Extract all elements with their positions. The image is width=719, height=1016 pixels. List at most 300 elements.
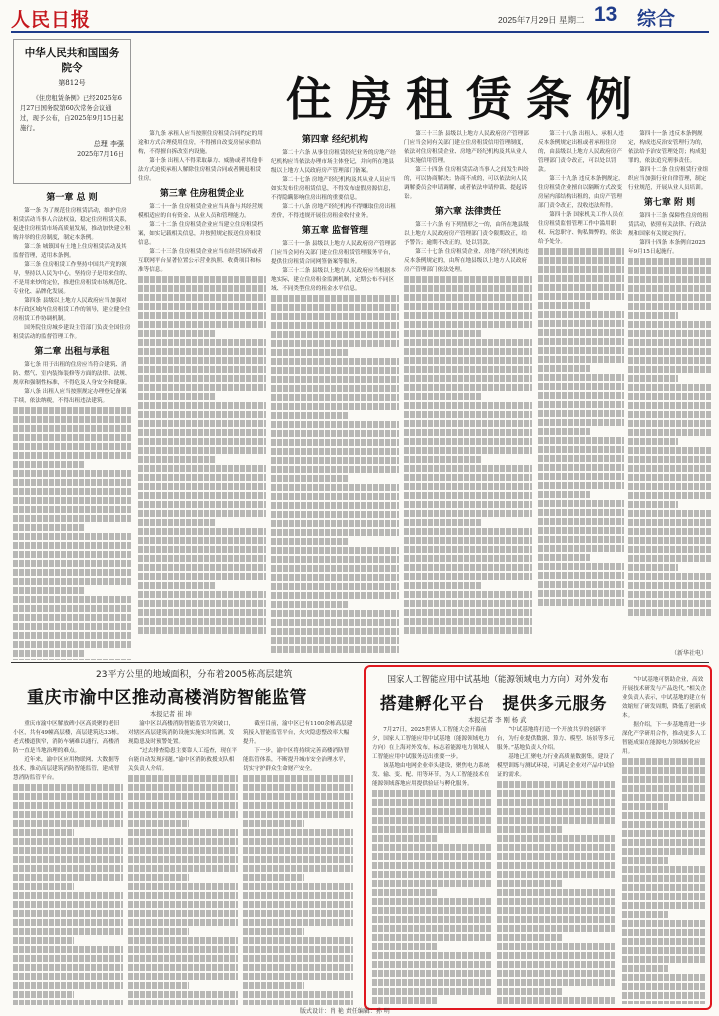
text-line-filler bbox=[138, 276, 266, 283]
text-line-filler bbox=[628, 276, 711, 283]
section-divider bbox=[11, 662, 709, 663]
text-line-filler bbox=[128, 1000, 238, 1005]
article-paragraph: 基地已汇聚电力行业高质量数据集，建设了模型训练与测试环境，可满足企业对产品中试验证的需求。 bbox=[497, 754, 615, 778]
text-line-filler bbox=[372, 808, 492, 815]
text-line-filler bbox=[404, 375, 532, 382]
article-paragraph: 第四十条 国家机关工作人员在住房租赁监督管理工作中滥用职权、玩忽职守、徇私舞弊的，依法给予处分。 bbox=[538, 212, 624, 245]
text-line-filler bbox=[538, 311, 624, 318]
text-line-filler bbox=[13, 856, 123, 863]
text-line-filler bbox=[13, 443, 131, 450]
text-line-filler bbox=[622, 938, 706, 945]
text-line-filler bbox=[622, 992, 706, 999]
text-line-filler bbox=[497, 871, 615, 878]
text-line-filler bbox=[138, 303, 266, 310]
text-line-filler bbox=[404, 357, 532, 364]
text-line-filler bbox=[622, 902, 706, 909]
right-article-column-2 bbox=[497, 726, 615, 1004]
text-line-filler bbox=[13, 784, 123, 791]
text-line-filler bbox=[271, 340, 399, 347]
article-paragraph: 第四十四条 本条例自2025年9月15日起施行。 bbox=[628, 240, 706, 255]
text-line-filler bbox=[404, 294, 532, 301]
article-paragraph: 第四十二条 住房租赁行业组织应当加强行业自律管理，制定行业规范，开展从业人员培训。 bbox=[628, 167, 709, 191]
decree-date: 2025年7月16日 bbox=[77, 151, 124, 158]
text-line-filler bbox=[538, 545, 624, 552]
section-name: 综合 bbox=[637, 8, 676, 30]
text-line-filler bbox=[538, 455, 624, 462]
text-line-filler bbox=[622, 794, 706, 801]
text-line-filler bbox=[13, 964, 123, 971]
text-line-filler bbox=[538, 347, 624, 354]
text-line-filler bbox=[128, 802, 238, 809]
text-line-filler bbox=[138, 510, 266, 517]
text-line-filler bbox=[628, 321, 711, 328]
text-line-filler bbox=[13, 479, 131, 486]
text-line-filler bbox=[271, 601, 348, 608]
text-line-filler bbox=[138, 609, 266, 616]
text-line-filler bbox=[372, 790, 492, 797]
text-line-filler bbox=[622, 920, 706, 927]
text-line-filler bbox=[622, 884, 706, 891]
article-paragraph: 渝中区以高楼消防智能监管为突破口，对辖区高层建筑消防设施实施实时监测，发现隐患及时预警处置。 bbox=[128, 721, 235, 745]
text-line-filler bbox=[538, 563, 624, 570]
text-line-filler bbox=[138, 411, 266, 418]
text-line-filler bbox=[538, 509, 624, 516]
text-line-filler bbox=[138, 357, 266, 364]
text-line-filler bbox=[271, 322, 399, 329]
text-line-filler bbox=[128, 874, 189, 881]
text-line-filler bbox=[372, 934, 492, 941]
text-line-filler bbox=[404, 474, 532, 481]
text-line-filler bbox=[497, 898, 615, 905]
article-paragraph: 近年来，渝中区应用物联网、大数据等技术，推动高层建筑消防智能监管，建成智慧消防监管平台。 bbox=[13, 757, 120, 781]
text-line-filler bbox=[13, 524, 84, 531]
text-line-filler bbox=[243, 838, 353, 845]
text-line-filler bbox=[128, 991, 238, 998]
text-line-filler bbox=[628, 519, 711, 526]
text-line-filler bbox=[538, 302, 590, 309]
text-line-filler bbox=[138, 447, 266, 454]
text-line-filler bbox=[404, 384, 532, 391]
chapter-heading: 第四章 经纪机构 bbox=[301, 135, 369, 145]
text-line-filler bbox=[497, 934, 562, 941]
text-line-filler bbox=[271, 439, 399, 446]
text-line-filler bbox=[497, 988, 562, 995]
text-line-filler bbox=[243, 937, 353, 944]
article-paragraph: 据介绍，下一步基地将进一步深化产学研用合作，推动更多人工智能成果在能源电力领域转化应用。 bbox=[622, 722, 706, 755]
text-line-filler bbox=[628, 312, 678, 319]
text-line-filler bbox=[628, 528, 711, 535]
article-paragraph: 第四十一条 违反本条例规定，构成违反治安管理行为的，依法给予治安管理处罚；构成犯罪的，依法追究刑事责任。 bbox=[628, 131, 707, 164]
text-line-filler bbox=[138, 312, 266, 319]
right-article-byline: 本报记者 李 刚 杨 武 bbox=[468, 717, 527, 724]
article-paragraph: 第二十八条 房地产经纪机构不得赚取住房出租差价，不得违规开展住房租金收付业务。 bbox=[271, 204, 396, 219]
text-line-filler bbox=[628, 573, 711, 580]
text-line-filler bbox=[622, 803, 668, 810]
text-line-filler bbox=[128, 856, 238, 863]
text-line-filler bbox=[497, 979, 615, 986]
text-line-filler bbox=[538, 356, 624, 363]
text-line-filler bbox=[271, 529, 399, 536]
text-line-filler bbox=[497, 835, 615, 842]
text-line-filler bbox=[128, 982, 189, 989]
text-line-filler bbox=[404, 564, 532, 571]
text-line-filler bbox=[243, 802, 353, 809]
header-divider bbox=[11, 31, 709, 33]
text-line-filler bbox=[243, 793, 353, 800]
text-line-filler bbox=[13, 829, 74, 836]
text-line-filler bbox=[622, 974, 706, 981]
text-line-filler bbox=[13, 560, 131, 567]
text-line-filler bbox=[497, 925, 615, 932]
text-line-filler bbox=[622, 866, 706, 873]
text-line-filler bbox=[628, 501, 678, 508]
article-paragraph: 该基地由电网企业牵头建设，聚焦电力系统发、输、变、配、用等环节，为人工智能技术在能源领域落地应用提供验证与孵化服务。 bbox=[372, 763, 490, 787]
text-line-filler bbox=[538, 482, 624, 489]
text-line-filler bbox=[13, 551, 131, 558]
text-line-filler bbox=[271, 412, 348, 419]
text-line-filler bbox=[622, 821, 706, 828]
text-line-filler bbox=[622, 965, 668, 972]
text-line-filler bbox=[271, 502, 399, 509]
text-line-filler bbox=[13, 847, 123, 854]
text-line-filler bbox=[138, 528, 266, 535]
text-line-filler bbox=[13, 632, 131, 639]
text-line-filler bbox=[13, 542, 131, 549]
text-line-filler bbox=[13, 659, 131, 660]
text-line-filler bbox=[243, 892, 353, 899]
text-line-filler bbox=[372, 952, 492, 959]
text-line-filler bbox=[271, 592, 399, 599]
text-line-filler bbox=[128, 775, 238, 782]
article-paragraph: 第二条 城镇国有土地上住房租赁活动及其监督管理，适用本条例。 bbox=[13, 244, 127, 259]
text-line-filler bbox=[13, 596, 131, 603]
left-article-title: 重庆市渝中区推动高楼消防智能监管 bbox=[27, 688, 307, 708]
text-line-filler bbox=[404, 312, 532, 319]
text-line-filler bbox=[628, 591, 711, 598]
text-line-filler bbox=[538, 266, 624, 273]
text-line-filler bbox=[497, 961, 615, 968]
text-line-filler bbox=[538, 284, 624, 291]
text-line-filler bbox=[138, 474, 266, 481]
text-line-filler bbox=[271, 358, 399, 365]
text-line-filler bbox=[271, 430, 399, 437]
text-line-filler bbox=[372, 826, 492, 833]
text-line-filler bbox=[404, 537, 532, 544]
text-line-filler bbox=[138, 330, 215, 337]
text-line-filler bbox=[271, 556, 399, 563]
text-line-filler bbox=[13, 865, 123, 872]
text-line-filler bbox=[628, 609, 711, 616]
text-line-filler bbox=[271, 565, 399, 572]
text-line-filler bbox=[271, 637, 399, 644]
text-line-filler bbox=[128, 973, 238, 980]
text-line-filler bbox=[404, 348, 532, 355]
text-line-filler bbox=[404, 591, 532, 598]
text-line-filler bbox=[271, 313, 399, 320]
text-line-filler bbox=[13, 802, 123, 809]
article-paragraph: 第三十八条 出租人、承租人违反本条例规定出租或者承租住房的，由县级以上地方人民政府房产管理部门责令改正，可以处以罚款。 bbox=[538, 131, 624, 173]
article-paragraph: “中试基地可帮助企业，高效开展技术研发与产品迭代。”相关企业负责人表示，中试基地的建立有效缩短了研发周期，降低了创新成本。 bbox=[622, 677, 706, 719]
state-council-decree bbox=[13, 39, 131, 184]
text-line-filler bbox=[138, 582, 215, 589]
regulation-column-3 bbox=[271, 130, 399, 660]
text-line-filler bbox=[13, 973, 123, 980]
text-line-filler bbox=[138, 429, 266, 436]
chapter-heading: 第二章 出租与承租 bbox=[34, 347, 110, 357]
text-line-filler bbox=[538, 446, 624, 453]
right-article-column-1 bbox=[372, 726, 492, 1004]
text-line-filler bbox=[13, 488, 131, 495]
text-line-filler bbox=[128, 901, 238, 908]
text-line-filler bbox=[128, 955, 238, 962]
text-line-filler bbox=[13, 470, 131, 477]
text-line-filler bbox=[13, 506, 131, 513]
text-line-filler bbox=[13, 892, 123, 899]
source-credit: （新华社电） bbox=[670, 650, 707, 657]
text-line-filler bbox=[13, 614, 131, 621]
decree-text: 《住房租赁条例》已经2025年6月27日国务院第60次常务会议通过，现予公布，自2025年9月15日起施行。 bbox=[20, 95, 124, 132]
text-line-filler bbox=[628, 447, 711, 454]
text-line-filler bbox=[538, 437, 624, 444]
text-line-filler bbox=[243, 820, 304, 827]
decree-number: 第812号 bbox=[58, 79, 86, 87]
article-paragraph: 第一条 为了规范住房租赁活动，维护住房租赁活动当事人合法权益，稳定住房租赁关系，促进住房租赁市场高质量发展，推动加快建立租购并举的住房制度，制定本条例。 bbox=[13, 208, 131, 241]
text-line-filler bbox=[128, 820, 189, 827]
article-paragraph: 第三十三条 县级以上地方人民政府房产管理部门应当会同有关部门建立住房租赁信用管理制度，依法对住房租赁企业、房地产经纪机构及其从业人员实施信用管理。 bbox=[404, 131, 529, 164]
text-line-filler bbox=[497, 889, 615, 896]
regulation-column-6 bbox=[628, 130, 711, 660]
text-line-filler bbox=[13, 587, 84, 594]
text-line-filler bbox=[538, 365, 590, 372]
text-line-filler bbox=[538, 527, 624, 534]
text-line-filler bbox=[404, 285, 532, 292]
text-line-filler bbox=[138, 420, 266, 427]
text-line-filler bbox=[271, 493, 399, 500]
text-line-filler bbox=[404, 519, 481, 526]
text-line-filler bbox=[13, 407, 131, 414]
text-line-filler bbox=[628, 348, 711, 355]
text-line-filler bbox=[497, 907, 615, 914]
text-line-filler bbox=[628, 492, 711, 499]
article-paragraph: 第七条 用于出租的住房应当符合建筑、消防、燃气、室内装饰装修等方面的法律、法规、规章和强制性标准，不得危及人身安全和健康。 bbox=[13, 362, 131, 386]
main-headline: 住房租赁条例 bbox=[286, 72, 646, 126]
text-line-filler bbox=[372, 853, 492, 860]
text-line-filler bbox=[404, 555, 532, 562]
text-line-filler bbox=[271, 583, 399, 590]
text-line-filler bbox=[404, 510, 532, 517]
text-line-filler bbox=[13, 515, 131, 522]
text-line-filler bbox=[13, 982, 123, 989]
text-line-filler bbox=[138, 339, 266, 346]
text-line-filler bbox=[404, 492, 532, 499]
text-line-filler bbox=[622, 812, 706, 819]
text-line-filler bbox=[538, 392, 624, 399]
text-line-filler bbox=[271, 349, 348, 356]
text-line-filler bbox=[243, 865, 353, 872]
text-line-filler bbox=[138, 591, 266, 598]
page-number: 13 bbox=[594, 3, 618, 26]
text-line-filler bbox=[13, 452, 131, 459]
text-line-filler bbox=[243, 964, 353, 971]
text-line-filler bbox=[13, 434, 131, 441]
text-line-filler bbox=[271, 457, 399, 464]
article-paragraph: 第三十九条 违反本条例规定，住房租赁企业擅自以隔断方式改变房屋内部结构出租的，由房产管理部门责令改正，没收违法所得。 bbox=[538, 176, 624, 209]
text-line-filler bbox=[628, 510, 711, 517]
text-line-filler bbox=[622, 875, 706, 882]
text-line-filler bbox=[622, 785, 706, 792]
text-line-filler bbox=[271, 628, 399, 635]
text-line-filler bbox=[404, 429, 532, 436]
article-paragraph: 第二十七条 房地产经纪机构及其从业人员应当如实发布住房租赁信息，不得发布虚假房源信息，不得隐瞒影响住房出租的重要信息。 bbox=[271, 177, 396, 201]
text-line-filler bbox=[538, 275, 624, 282]
text-line-filler bbox=[128, 910, 238, 917]
text-line-filler bbox=[138, 366, 266, 373]
text-line-filler bbox=[128, 883, 238, 890]
text-line-filler bbox=[538, 518, 624, 525]
right-article-pretitle: 国家人工智能应用中试基地（能源领域电力方向）对外发布 bbox=[387, 675, 609, 685]
text-line-filler bbox=[628, 546, 711, 553]
left-article-column-2 bbox=[128, 720, 238, 1005]
article-paragraph: 下一步，渝中区将持续完善高楼消防智能监管体系，不断提升城市安全治理水平，切实守护群众生命财产安全。 bbox=[243, 748, 350, 772]
text-line-filler bbox=[138, 564, 266, 571]
text-line-filler bbox=[138, 321, 266, 328]
text-line-filler bbox=[404, 465, 532, 472]
text-line-filler bbox=[628, 258, 711, 265]
text-line-filler bbox=[622, 830, 706, 837]
text-line-filler bbox=[538, 248, 624, 255]
text-line-filler bbox=[13, 919, 123, 926]
text-line-filler bbox=[372, 862, 492, 869]
text-line-filler bbox=[271, 403, 399, 410]
text-line-filler bbox=[243, 775, 353, 782]
text-line-filler bbox=[243, 955, 353, 962]
text-line-filler bbox=[538, 329, 624, 336]
text-line-filler bbox=[13, 883, 74, 890]
text-line-filler bbox=[538, 257, 624, 264]
article-paragraph: 第九条 承租人应当按照住房租赁合同约定的用途和方式合理使用住房，不得擅自改变房屋承重结构，不得擅自拆改室内设施。 bbox=[138, 131, 263, 155]
text-line-filler bbox=[628, 429, 711, 436]
text-line-filler bbox=[128, 892, 238, 899]
text-line-filler bbox=[243, 901, 353, 908]
text-line-filler bbox=[138, 438, 266, 445]
text-line-filler bbox=[243, 928, 304, 935]
text-line-filler bbox=[404, 582, 481, 589]
text-line-filler bbox=[497, 817, 615, 824]
article-paragraph: 第三条 住房租赁工作坚持中国共产党的领导，坚持以人民为中心，坚持房子是用来住的、不是用来炒的定位，推进住房租赁市场规范化、专业化、品牌化发展。 bbox=[13, 262, 131, 295]
text-line-filler bbox=[372, 997, 438, 1004]
text-line-filler bbox=[13, 955, 123, 962]
text-line-filler bbox=[372, 844, 492, 851]
article-paragraph: 第三十二条 县级以上地方人民政府应当根据本地实际，建立住房租金监测机制，定期公布不同区域、不同类型住房的租金水平信息。 bbox=[271, 268, 396, 292]
text-line-filler bbox=[372, 943, 438, 950]
article-paragraph: 第三十七条 住房租赁企业、房地产经纪机构违反本条例规定的，由所在地县级以上地方人民政府房产管理部门依法处理。 bbox=[404, 249, 529, 273]
article-paragraph: 第二十二条 住房租赁企业应当建立住房租赁档案，如实记载相关信息，并按照规定报送住房租赁信息。 bbox=[138, 222, 263, 246]
text-line-filler bbox=[622, 857, 668, 864]
text-line-filler bbox=[497, 943, 615, 950]
right-article-column-3 bbox=[622, 676, 706, 1004]
text-line-filler bbox=[404, 393, 481, 400]
text-line-filler bbox=[538, 500, 624, 507]
text-line-filler bbox=[628, 537, 711, 544]
text-line-filler bbox=[372, 970, 492, 977]
text-line-filler bbox=[13, 461, 84, 468]
text-line-filler bbox=[628, 474, 711, 481]
text-line-filler bbox=[538, 338, 624, 345]
text-line-filler bbox=[628, 294, 711, 301]
text-line-filler bbox=[138, 537, 266, 544]
text-line-filler bbox=[13, 641, 131, 648]
text-line-filler bbox=[404, 339, 532, 346]
text-line-filler bbox=[404, 528, 532, 535]
text-line-filler bbox=[271, 421, 399, 428]
text-line-filler bbox=[243, 991, 353, 998]
text-line-filler bbox=[138, 348, 266, 355]
text-line-filler bbox=[128, 847, 238, 854]
article-paragraph: 第三十六条 有下列情形之一的，由所在地县级以上地方人民政府房产管理部门责令限期改正，给予警告；逾期不改正的，处以罚款。 bbox=[404, 222, 529, 246]
text-line-filler bbox=[622, 758, 706, 765]
text-line-filler bbox=[13, 605, 131, 612]
text-line-filler bbox=[628, 267, 711, 274]
text-line-filler bbox=[497, 781, 615, 788]
text-line-filler bbox=[13, 533, 131, 540]
text-line-filler bbox=[13, 928, 123, 935]
text-line-filler bbox=[138, 375, 266, 382]
text-line-filler bbox=[622, 1001, 706, 1004]
left-article-byline: 本报记者 崔 坤 bbox=[150, 711, 192, 718]
text-line-filler bbox=[538, 383, 624, 390]
text-line-filler bbox=[497, 790, 615, 797]
text-line-filler bbox=[243, 919, 353, 926]
article-paragraph: “过去排查隐患主要靠人工巡查，现在平台能自动发现问题。”渝中区消防救援支队相关负责人介绍。 bbox=[128, 748, 238, 772]
text-line-filler bbox=[128, 838, 238, 845]
text-line-filler bbox=[128, 811, 238, 818]
text-line-filler bbox=[138, 294, 266, 301]
text-line-filler bbox=[497, 880, 562, 887]
article-paragraph: 第十条 出租人不得采取暴力、威胁或者其他非法方式迫使承租人解除住房租赁合同或者腾退租赁住房。 bbox=[138, 158, 263, 182]
text-line-filler bbox=[622, 893, 706, 900]
text-line-filler bbox=[538, 554, 590, 561]
text-line-filler bbox=[128, 928, 189, 935]
text-line-filler bbox=[628, 411, 711, 418]
text-line-filler bbox=[404, 609, 532, 616]
article-paragraph: 第四十三条 保障性住房的租赁活动，依照有关法律、行政法规和国家有关规定执行。 bbox=[628, 213, 709, 237]
text-line-filler bbox=[372, 907, 492, 914]
text-line-filler bbox=[271, 367, 399, 374]
text-line-filler bbox=[628, 420, 711, 427]
text-line-filler bbox=[13, 874, 123, 881]
text-line-filler bbox=[138, 384, 266, 391]
text-line-filler bbox=[404, 420, 532, 427]
text-line-filler bbox=[271, 619, 399, 626]
issue-date: 2025年7月29日 星期二 bbox=[498, 15, 585, 25]
text-line-filler bbox=[13, 811, 123, 818]
text-line-filler bbox=[13, 820, 123, 827]
text-line-filler bbox=[271, 304, 399, 311]
article-paragraph: 国务院住房城乡建设主管部门负责全国住房租赁活动的监督管理工作。 bbox=[13, 325, 131, 340]
text-line-filler bbox=[404, 330, 481, 337]
text-line-filler bbox=[372, 871, 492, 878]
text-line-filler bbox=[13, 623, 131, 630]
text-line-filler bbox=[372, 889, 438, 896]
text-line-filler bbox=[497, 997, 615, 1004]
decree-title: 中华人民共和国国务院令 bbox=[24, 47, 120, 74]
text-line-filler bbox=[622, 839, 706, 846]
text-line-filler bbox=[404, 618, 532, 625]
text-line-filler bbox=[243, 847, 353, 854]
text-line-filler bbox=[538, 428, 590, 435]
text-line-filler bbox=[271, 295, 399, 302]
text-line-filler bbox=[243, 811, 353, 818]
